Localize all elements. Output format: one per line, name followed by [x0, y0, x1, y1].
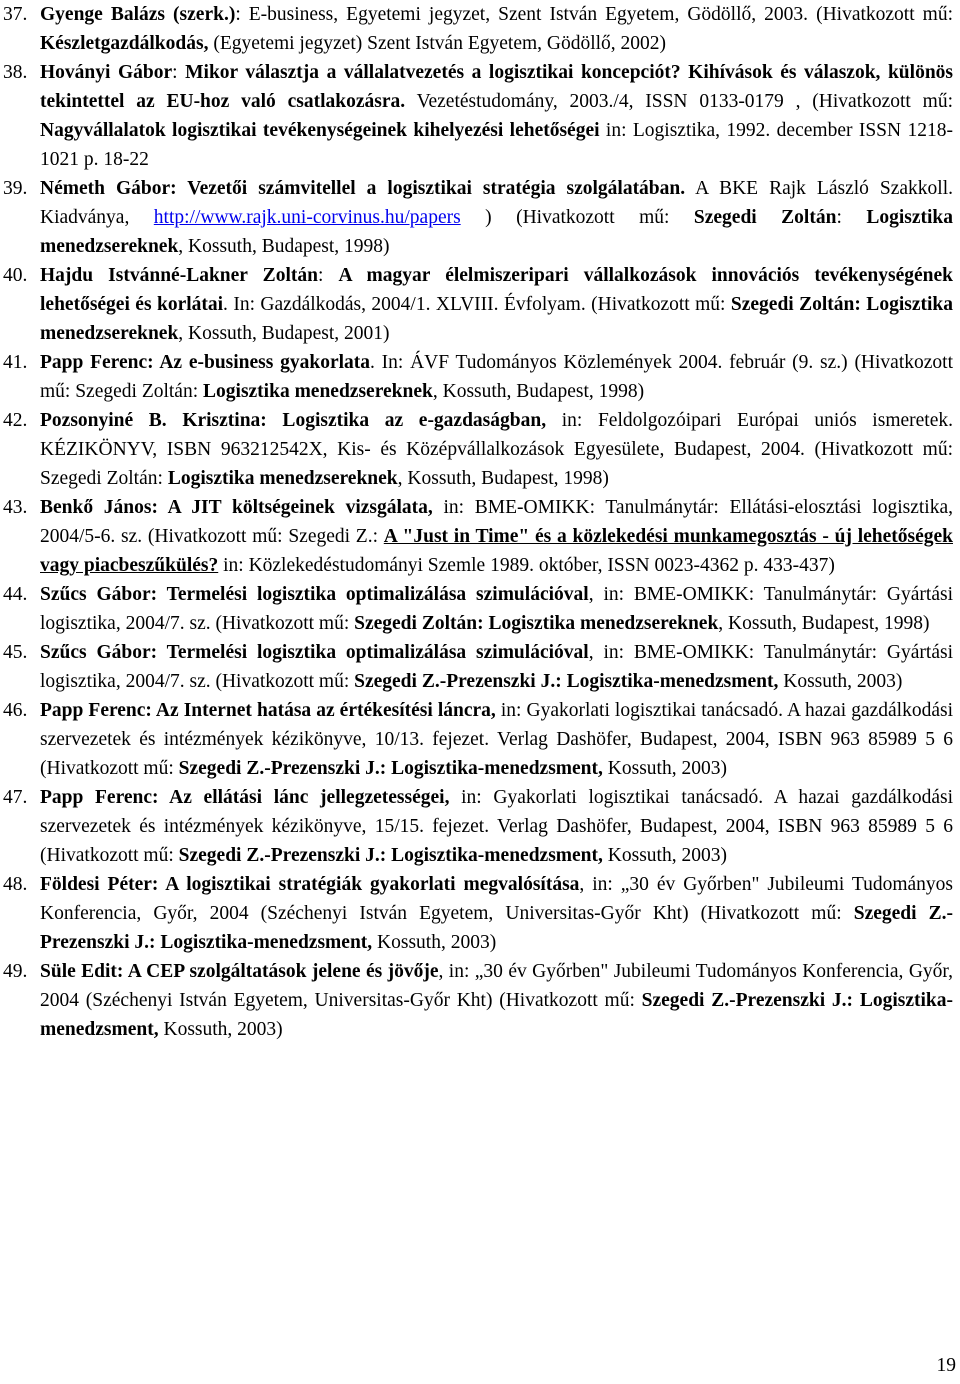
- reference-text: Papp Ferenc: Az ellátási lánc jellegzetességei,: [40, 787, 450, 808]
- reference-list: [3, 0, 953, 1044]
- reference-text: , Kossuth, Budapest, 1998): [432, 381, 645, 402]
- reference-item: [3, 957, 953, 1044]
- reference-text: A magyar élelmiszeripari vállalkozások innovációs tevékenységének lehetőségei és korlátai: [40, 265, 953, 315]
- reference-text: A BKE Rajk László Szakkoll. Kiadványa,: [40, 178, 954, 228]
- reference-text: , in: BME-OMIKK: Tanulmánytár: Gyártási logisztika, 2004/7. sz. (Hivatkozott mű:: [40, 584, 953, 634]
- reference-number: 42.: [3, 410, 28, 431]
- reference-number: 46.: [3, 700, 28, 721]
- reference-text: , in: „30 év Győrben" Jubileumi Tudományos Konferencia, Győr, 2004 (Széchenyi István Egyetem, Universitas-Győr Kht) (Hivatkozott mű:: [40, 961, 953, 1011]
- reference-number: 48.: [3, 874, 28, 895]
- reference-text: Németh Gábor: Vezetői számvitellel a logisztikai stratégia szolgálatában.: [40, 178, 686, 199]
- reference-text: Szűcs Gábor: Termelési logisztika optimalizálása szimulációval: [40, 584, 589, 605]
- reference-item: [3, 261, 953, 348]
- reference-text: , Kossuth, Budapest, 1998): [397, 468, 609, 489]
- reference-text: in: Gyakorlati logisztikai tanácsadó. A hazai gazdálkodási szervezetek és intézmények kézikönyve, 10/13. fejezet. Verlag Dashöfer, Budapest, 2004, ISBN 963 85989 5 6 (Hivatkozott mű:: [40, 700, 953, 779]
- reference-item: [3, 696, 953, 783]
- reference-text: Szegedi Z.-Prezenszki J.: Logisztika-menedzsment,: [354, 671, 779, 692]
- reference-text: (Egyetemi jegyzet) Szent István Egyetem, Gödöllő, 2002): [208, 33, 667, 54]
- reference-number: 43.: [3, 497, 28, 518]
- reference-item: [3, 406, 953, 493]
- reference-text: in: Feldolgozóipari Európai uniós ismeretek. KÉZIKÖNYV, ISBN 963212542X, Kis- és Középvállalkozások Egyesülete, Budapest, 2004. (Hivatkozott mű: Szegedi Zoltán:: [40, 410, 953, 489]
- reference-link[interactable]: http://www.rajk.uni-corvinus.hu/papers: [153, 207, 461, 228]
- reference-number: 39.: [3, 178, 28, 199]
- reference-text: . In: ÁVF Tudományos Közlemények 2004. február (9. sz.) (Hivatkozott mű: Szegedi Zoltán:: [40, 352, 953, 402]
- reference-text: :: [317, 265, 339, 286]
- reference-text: in: Gyakorlati logisztikai tanácsadó. A hazai gazdálkodási szervezetek és intézmények kézikönyve, 15/15. fejezet. Verlag Dashöfer, Budapest, 2004, ISBN 963 85989 5 6 (Hivatkozott mű:: [40, 787, 953, 866]
- reference-text: ) (Hivatkozott mű:: [460, 207, 694, 228]
- reference-number: 47.: [3, 787, 28, 808]
- reference-number: 49.: [3, 961, 28, 982]
- reference-item: [3, 638, 953, 696]
- reference-number: 37.: [3, 4, 28, 25]
- reference-text: Nagyvállalatok logisztikai tevékenységeinek kihelyezési lehetőségei: [40, 120, 600, 141]
- reference-number: 40.: [3, 265, 28, 286]
- reference-text: Papp Ferenc: Az Internet hatása az értékesítési láncra,: [40, 700, 496, 721]
- reference-text: in: Közlekedéstudományi Szemle 1989. október, ISSN 0023-4362 p. 433-437): [218, 555, 835, 576]
- reference-item: [3, 870, 953, 957]
- reference-text: Süle Edit: A CEP szolgáltatások jelene és jövője: [40, 961, 439, 982]
- reference-text: A "Just in Time" és a közlekedési munkamegosztás - új lehetőségek vagy piacbeszűkülés?: [40, 526, 953, 576]
- page-number: 19: [936, 1355, 956, 1376]
- reference-text: Hoványi Gábor: [40, 62, 173, 83]
- reference-text: Papp Ferenc: Az e-business gyakorlata: [40, 352, 371, 373]
- reference-text: Földesi Péter: A logisztikai stratégiák gyakorlati megvalósítása: [40, 874, 580, 895]
- reference-text: Készletgazdálkodás,: [40, 33, 209, 54]
- reference-number: 38.: [3, 62, 28, 83]
- reference-text: Vezetéstudomány, 2003./4, ISSN 0133-0179 , (Hivatkozott mű:: [405, 91, 953, 112]
- reference-text: Pozsonyiné B. Krisztina: Logisztika az e-gazdaságban,: [40, 410, 547, 431]
- reference-item: [3, 493, 953, 580]
- reference-text: Kossuth, 2003): [372, 932, 497, 953]
- reference-text: Szegedi Zoltán: Logisztika menedzsereknek: [354, 613, 719, 634]
- reference-text: Kossuth, 2003): [602, 845, 727, 866]
- reference-text: Szűcs Gábor: Termelési logisztika optimalizálása szimulációval: [40, 642, 589, 663]
- reference-text: :: [172, 62, 186, 83]
- reference-text: Szegedi Zoltán: Logisztika menedzsereknek: [40, 294, 953, 344]
- reference-item: [3, 580, 953, 638]
- reference-text: Logisztika menedzsereknek: [40, 207, 953, 257]
- reference-text: . In: Gazdálkodás, 2004/1. XLVIII. Évfolyam. (Hivatkozott mű:: [223, 294, 731, 315]
- reference-item: [3, 174, 953, 261]
- reference-number: 44.: [3, 584, 28, 605]
- reference-text: : E-business, Egyetemi jegyzet, Szent István Egyetem, Gödöllő, 2003. (Hivatkozott mű:: [235, 4, 953, 25]
- reference-text: , Kossuth, Budapest, 1998): [718, 613, 930, 634]
- reference-item: [3, 783, 953, 870]
- reference-text: Hajdu Istvánné-Lakner Zoltán: [40, 265, 318, 286]
- reference-text: Benkő János: A JIT költségeinek vizsgálata,: [40, 497, 433, 518]
- reference-text: Mikor választja a vállalatvezetés a logisztikai koncepciót? Kihívások és válaszok, különös tekintettel az EU-hoz való csatlakozásra.: [40, 62, 953, 112]
- reference-item: [3, 0, 953, 58]
- reference-text: Logisztika menedzsereknek: [167, 468, 398, 489]
- reference-text: Kossuth, 2003): [778, 671, 903, 692]
- reference-text: Szegedi Zoltán: [693, 207, 837, 228]
- reference-text: Szegedi Z.-Prezenszki J.: Logisztika-menedzsment,: [40, 903, 953, 953]
- reference-text: , Kossuth, Budapest, 1998): [178, 236, 390, 257]
- reference-text: in: Logisztika, 1992. december ISSN 1218-1021 p. 18-22: [40, 120, 953, 170]
- reference-text: Szegedi Z.-Prezenszki J.: Logisztika-menedzsment,: [178, 758, 603, 779]
- reference-item: [3, 348, 953, 406]
- reference-text: Kossuth, 2003): [158, 1019, 283, 1040]
- reference-text: Logisztika menedzsereknek: [203, 381, 433, 402]
- reference-number: 41.: [3, 352, 28, 373]
- reference-text: , in: „30 év Győrben" Jubileumi Tudományos Konferencia, Győr, 2004 (Széchenyi István Egyetem, Universitas-Győr Kht) (Hivatkozott mű:: [40, 874, 953, 924]
- reference-text: , Kossuth, Budapest, 2001): [178, 323, 390, 344]
- reference-text: Szegedi Z.-Prezenszki J.: Logisztika-menedzsment,: [178, 845, 603, 866]
- reference-text: :: [836, 207, 867, 228]
- reference-text: Gyenge Balázs (szerk.): [40, 4, 236, 25]
- reference-text: Szegedi Z.-Prezenszki J.: Logisztika-menedzsment,: [40, 990, 953, 1040]
- reference-text: Kossuth, 2003): [602, 758, 727, 779]
- reference-text: , in: BME-OMIKK: Tanulmánytár: Gyártási logisztika, 2004/7. sz. (Hivatkozott mű:: [40, 642, 953, 692]
- reference-text: in: BME-OMIKK: Tanulmánytár: Ellátási-elosztási logisztika, 2004/5-6. sz. (Hivatkozott mű: Szegedi Z.:: [40, 497, 953, 547]
- reference-item: [3, 58, 953, 174]
- reference-number: 45.: [3, 642, 28, 663]
